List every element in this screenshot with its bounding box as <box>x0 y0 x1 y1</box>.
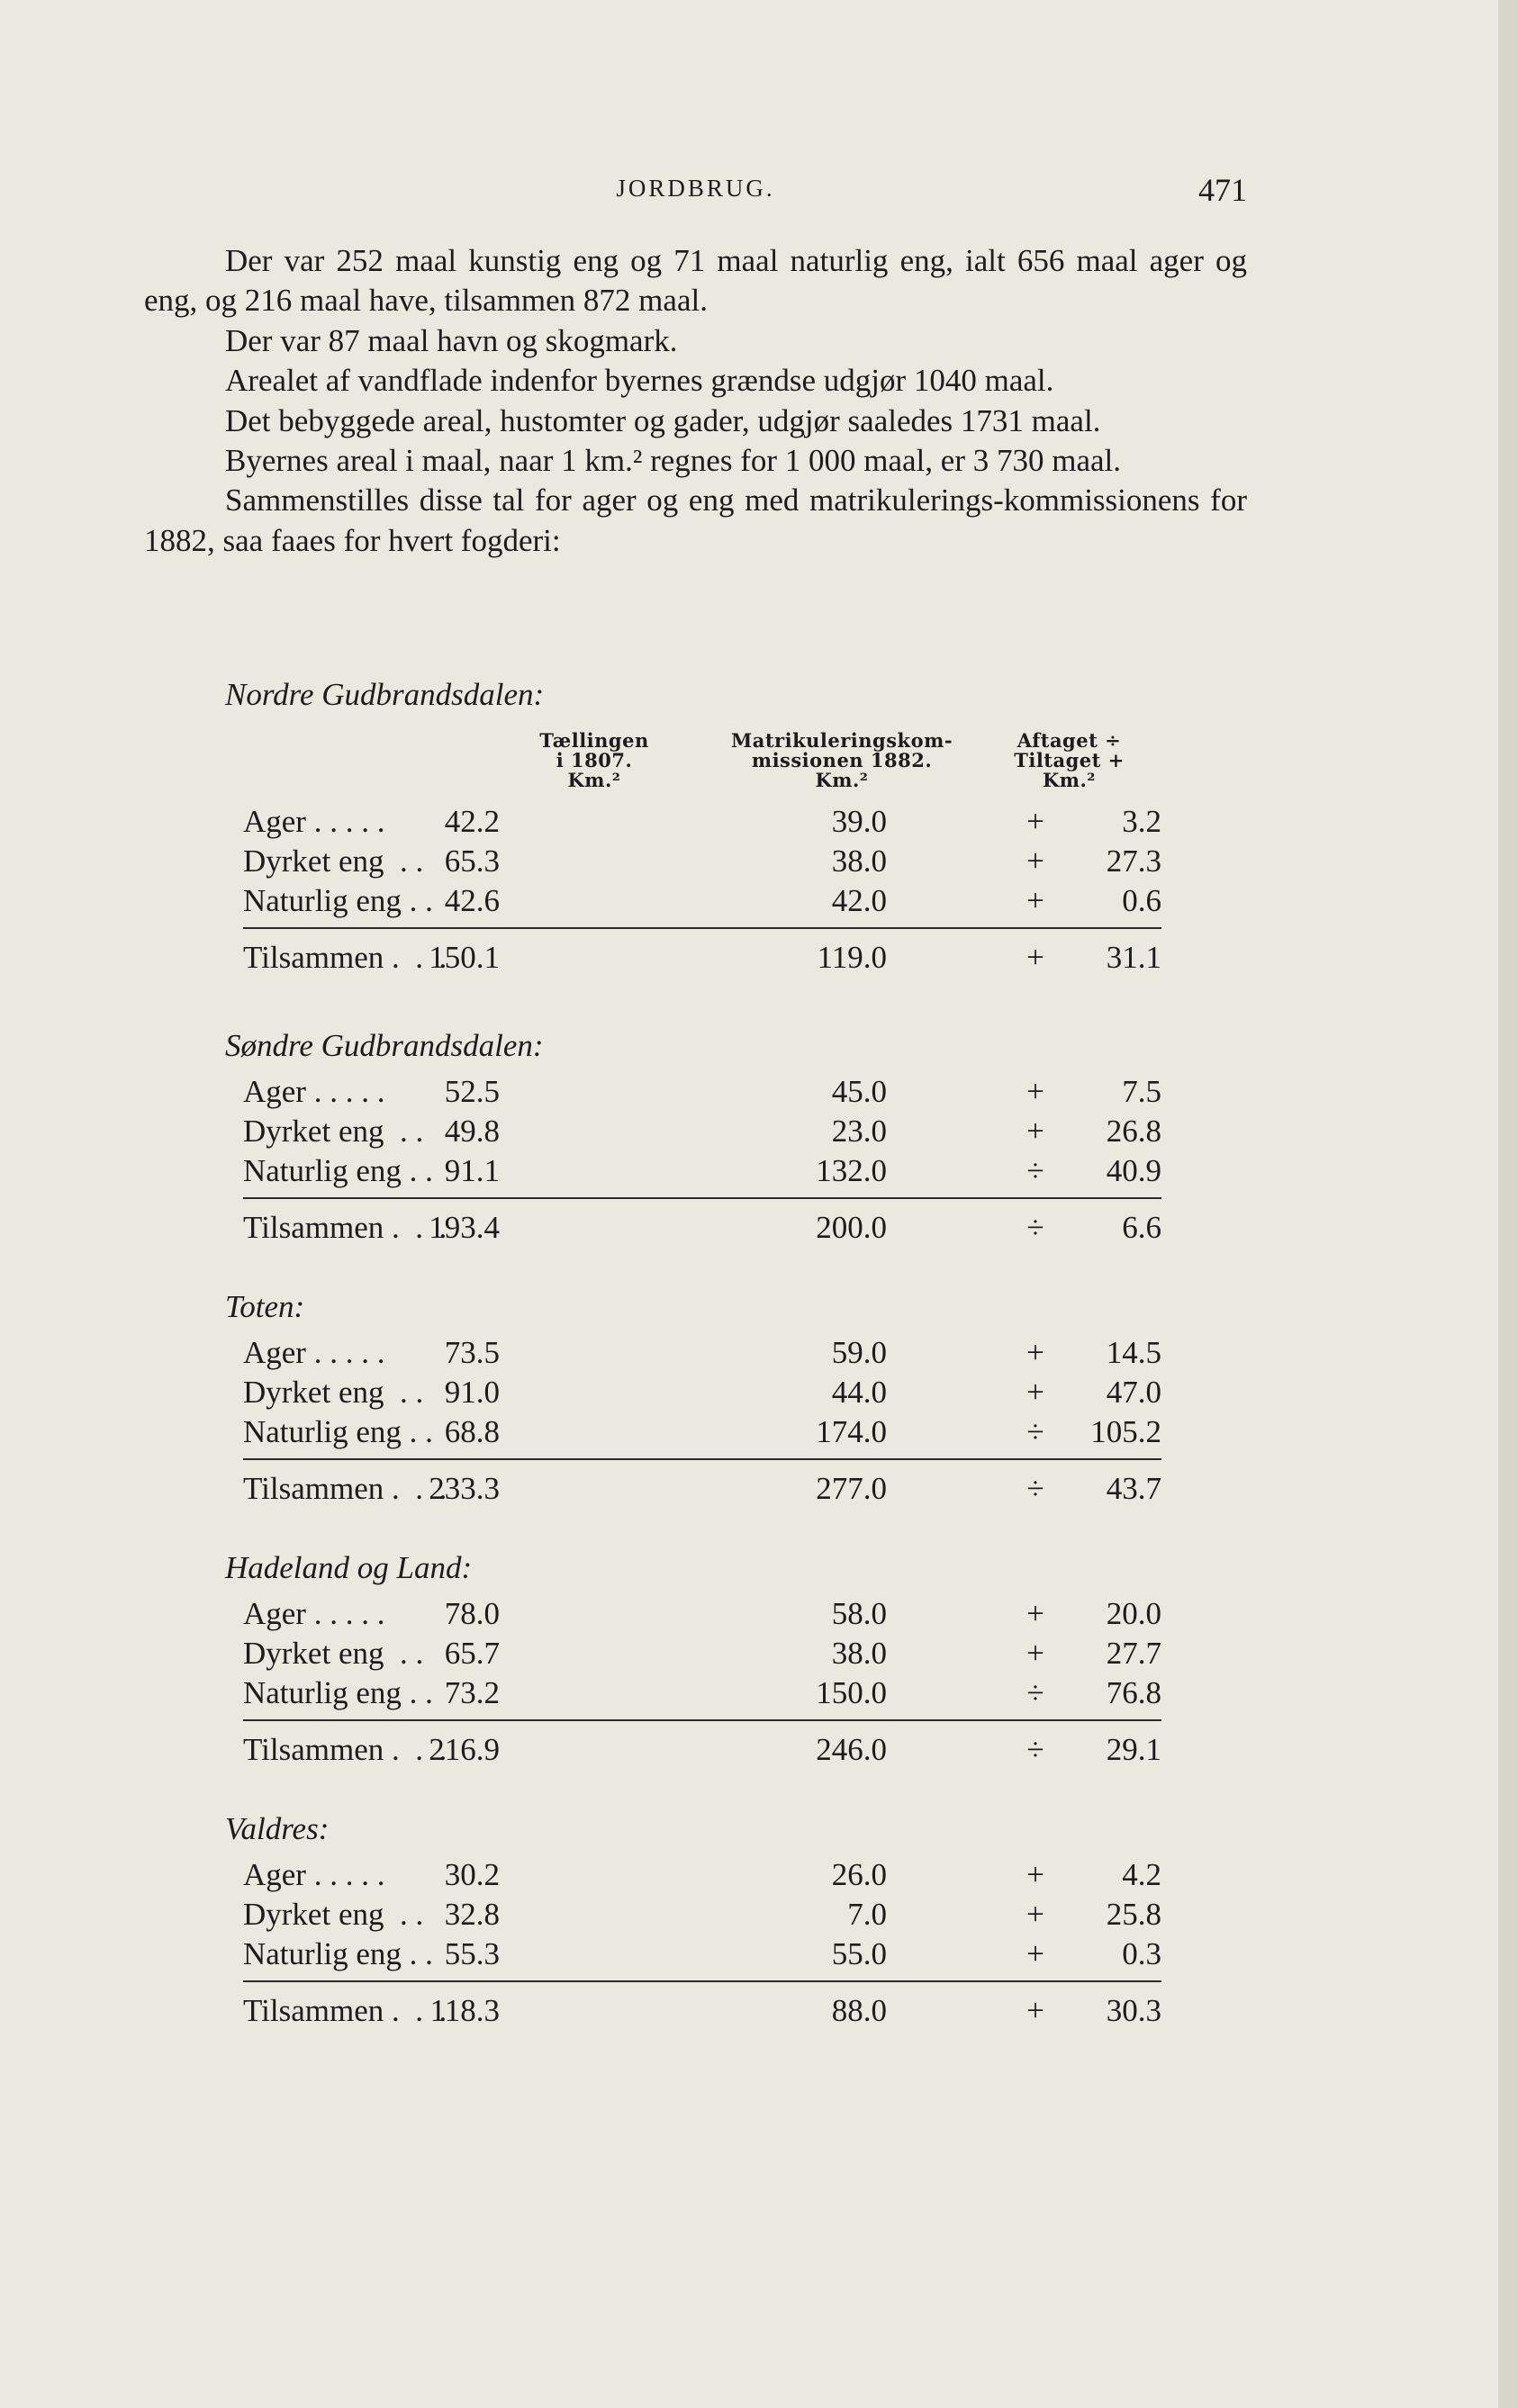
value-1807: 91.1 <box>444 1153 500 1188</box>
row-label: Naturlig eng . . <box>243 1936 433 1971</box>
value-1807: 65.3 <box>444 843 500 879</box>
table-row <box>243 883 1161 923</box>
value-difference: 4.2 <box>1122 1857 1161 1892</box>
paragraph: Arealet af vandflade indenfor byernes grændse udgjør 1040 maal. <box>225 363 1054 399</box>
difference-sign: + <box>1026 1114 1044 1149</box>
column-header-line: Matrikuleringskom- <box>730 729 953 752</box>
difference-sign: + <box>1026 1596 1044 1631</box>
running-head <box>144 171 1247 207</box>
value-difference: 26.8 <box>1106 1114 1161 1149</box>
value-1882: 45.0 <box>831 1074 887 1109</box>
difference-sign: ÷ <box>1026 1153 1044 1188</box>
value-1882: 39.0 <box>831 804 887 839</box>
total-rule <box>243 927 1161 929</box>
region-title: Hadeland og Land: <box>225 1550 473 1585</box>
table-row <box>243 1375 1161 1414</box>
value-1807: 49.8 <box>444 1114 500 1149</box>
table-row <box>243 1636 1161 1675</box>
value-1807: 42.2 <box>444 804 500 839</box>
difference-sign: ÷ <box>1026 1675 1044 1710</box>
difference-sign: + <box>1026 1375 1044 1410</box>
value-1882: 58.0 <box>831 1596 887 1631</box>
table-row <box>243 1897 1161 1936</box>
value-difference: 47.0 <box>1106 1375 1161 1410</box>
difference-sign: + <box>1026 1897 1044 1932</box>
value-1882: 23.0 <box>831 1114 887 1149</box>
value-difference: 76.8 <box>1106 1675 1161 1710</box>
difference-sign: + <box>1026 1857 1044 1892</box>
column-header-line: Km.² <box>1043 769 1096 791</box>
value-1807: 73.2 <box>444 1675 500 1710</box>
region-title: Toten: <box>225 1289 305 1324</box>
table-row <box>243 1074 1161 1114</box>
running-title: JORDBRUG. <box>616 175 775 202</box>
paragraph: Det bebyggede areal, hustomter og gader, udgjør saaledes 1731 maal. <box>225 402 1101 438</box>
column-header-line: Km.² <box>567 769 621 791</box>
region-title: Valdres: <box>225 1811 330 1846</box>
difference-sign: + <box>1026 940 1044 975</box>
value-1882: 174.0 <box>816 1414 887 1449</box>
value-1882: 200.0 <box>816 1210 887 1245</box>
difference-sign: + <box>1026 1993 1044 2028</box>
value-difference: 14.5 <box>1106 1335 1161 1370</box>
value-1807: 193.4 <box>429 1210 500 1245</box>
row-label: Naturlig eng . . <box>243 1153 433 1188</box>
value-1807: 55.3 <box>444 1936 500 1971</box>
difference-sign: ÷ <box>1026 1471 1044 1506</box>
value-1807: 73.5 <box>444 1335 500 1370</box>
value-1807: 118.3 <box>429 1993 500 2028</box>
value-1882: 55.0 <box>831 1936 887 1971</box>
table-row <box>243 804 1161 843</box>
value-1807: 68.8 <box>444 1414 500 1449</box>
page-edge <box>1498 0 1518 2408</box>
total-rule <box>243 1458 1161 1460</box>
value-difference: 0.6 <box>1122 883 1161 918</box>
row-label: Tilsammen . . . <box>243 940 447 975</box>
row-label: Ager . . . . . <box>243 804 385 839</box>
value-1807: 42.6 <box>444 883 500 918</box>
value-difference: 3.2 <box>1122 804 1161 839</box>
difference-sign: + <box>1026 1074 1044 1109</box>
paragraph: Sammenstilles disse tal for ager og eng med matrikulerings-kommissionens for 1882, saa faaes for hvert fogderi: <box>144 483 1247 558</box>
row-label: Dyrket eng . . <box>243 1114 424 1149</box>
total-rule <box>243 1980 1161 1982</box>
total-row <box>243 940 1161 979</box>
row-label: Naturlig eng . . <box>243 1414 433 1449</box>
paragraph: Byernes areal i maal, naar 1 km.² regnes for 1 000 maal, er 3 730 maal. <box>225 443 1121 479</box>
row-label: Dyrket eng . . <box>243 1897 424 1932</box>
row-label: Tilsammen . . . <box>243 1471 447 1506</box>
value-difference: 25.8 <box>1106 1897 1161 1932</box>
column-header-1882 <box>711 731 972 790</box>
value-1807: 78.0 <box>444 1596 500 1631</box>
column-header-difference <box>990 731 1148 790</box>
difference-sign: + <box>1026 1636 1044 1671</box>
value-difference: 105.2 <box>1090 1414 1161 1449</box>
difference-sign: + <box>1026 1936 1044 1971</box>
value-1807: 150.1 <box>429 940 500 975</box>
row-label: Ager . . . . . <box>243 1857 385 1892</box>
value-difference: 43.7 <box>1106 1471 1161 1506</box>
column-header-line: i 1807. <box>556 749 633 771</box>
table-row <box>243 1596 1161 1636</box>
total-row <box>243 1210 1161 1249</box>
value-1882: 119.0 <box>817 940 887 975</box>
value-difference: 40.9 <box>1106 1153 1161 1188</box>
value-1807: 216.9 <box>429 1732 500 1767</box>
total-row <box>243 1993 1161 2033</box>
value-1807: 65.7 <box>444 1636 500 1671</box>
value-difference: 7.5 <box>1122 1074 1161 1109</box>
value-difference: 27.7 <box>1106 1636 1161 1671</box>
region-title: Søndre Gudbrandsdalen: <box>225 1028 544 1063</box>
value-difference: 29.1 <box>1106 1732 1161 1767</box>
value-difference: 30.3 <box>1106 1993 1161 2028</box>
value-1882: 132.0 <box>816 1153 887 1188</box>
value-1807: 91.0 <box>444 1375 500 1410</box>
table-row <box>243 1675 1161 1715</box>
table-row <box>243 843 1161 883</box>
table-row <box>243 1414 1161 1454</box>
table-row <box>243 1153 1161 1193</box>
page-number: 471 <box>1198 172 1247 208</box>
row-label: Ager . . . . . <box>243 1074 385 1109</box>
value-difference: 0.3 <box>1122 1936 1161 1971</box>
difference-sign: + <box>1026 843 1044 879</box>
column-header-line: missionen 1882. <box>751 749 933 771</box>
value-1882: 7.0 <box>847 1897 887 1932</box>
difference-sign: ÷ <box>1026 1210 1044 1245</box>
row-label: Naturlig eng . . <box>243 1675 433 1710</box>
row-label: Tilsammen . . . <box>243 1210 447 1245</box>
value-difference: 31.1 <box>1106 940 1161 975</box>
column-header-line: Aftaget ÷ <box>1017 729 1122 752</box>
difference-sign: + <box>1026 1335 1044 1370</box>
difference-sign: ÷ <box>1026 1414 1044 1449</box>
value-difference: 6.6 <box>1122 1210 1161 1245</box>
value-1882: 246.0 <box>816 1732 887 1767</box>
value-difference: 27.3 <box>1106 843 1161 879</box>
row-label: Tilsammen . . . <box>243 1993 447 2028</box>
value-1807: 52.5 <box>444 1074 500 1109</box>
value-1882: 277.0 <box>816 1471 887 1506</box>
paragraph: Der var 87 maal havn og skogmark. <box>225 322 678 358</box>
column-header-line: Tællingen <box>539 729 649 752</box>
row-label: Dyrket eng . . <box>243 843 424 879</box>
row-label: Naturlig eng . . <box>243 883 433 918</box>
column-header-1807 <box>504 731 684 790</box>
paragraph: Der var 252 maal kunstig eng og 71 maal naturlig eng, ialt 656 maal ager og eng, og 216 maal have, tilsammen 872 maal. <box>144 243 1247 319</box>
table-row <box>243 1335 1161 1375</box>
value-1807: 30.2 <box>444 1857 500 1892</box>
column-header-line: Km.² <box>815 769 869 791</box>
row-label: Ager . . . . . <box>243 1596 385 1631</box>
total-row <box>243 1471 1161 1511</box>
difference-sign: ÷ <box>1026 1732 1044 1767</box>
total-rule <box>243 1719 1161 1721</box>
value-1882: 44.0 <box>831 1375 887 1410</box>
value-1882: 150.0 <box>816 1675 887 1710</box>
total-rule <box>243 1197 1161 1199</box>
row-label: Dyrket eng . . <box>243 1636 424 1671</box>
body-text <box>144 241 1247 561</box>
region-title: Nordre Gudbrandsdalen: <box>225 677 545 712</box>
value-1882: 26.0 <box>831 1857 887 1892</box>
table-row <box>243 1936 1161 1976</box>
value-1882: 59.0 <box>831 1335 887 1370</box>
table-row <box>243 1857 1161 1897</box>
row-label: Tilsammen . . . <box>243 1732 447 1767</box>
table-row <box>243 1114 1161 1153</box>
difference-sign: + <box>1026 883 1044 918</box>
value-1882: 38.0 <box>831 1636 887 1671</box>
total-row <box>243 1732 1161 1772</box>
value-1882: 88.0 <box>831 1993 887 2028</box>
value-1807: 233.3 <box>429 1471 500 1506</box>
value-1882: 38.0 <box>831 843 887 879</box>
value-1882: 42.0 <box>831 883 887 918</box>
value-1807: 32.8 <box>444 1897 500 1932</box>
value-difference: 20.0 <box>1106 1596 1161 1631</box>
row-label: Dyrket eng . . <box>243 1375 424 1410</box>
difference-sign: + <box>1026 804 1044 839</box>
column-header-line: Tiltaget + <box>1014 749 1125 771</box>
row-label: Ager . . . . . <box>243 1335 385 1370</box>
